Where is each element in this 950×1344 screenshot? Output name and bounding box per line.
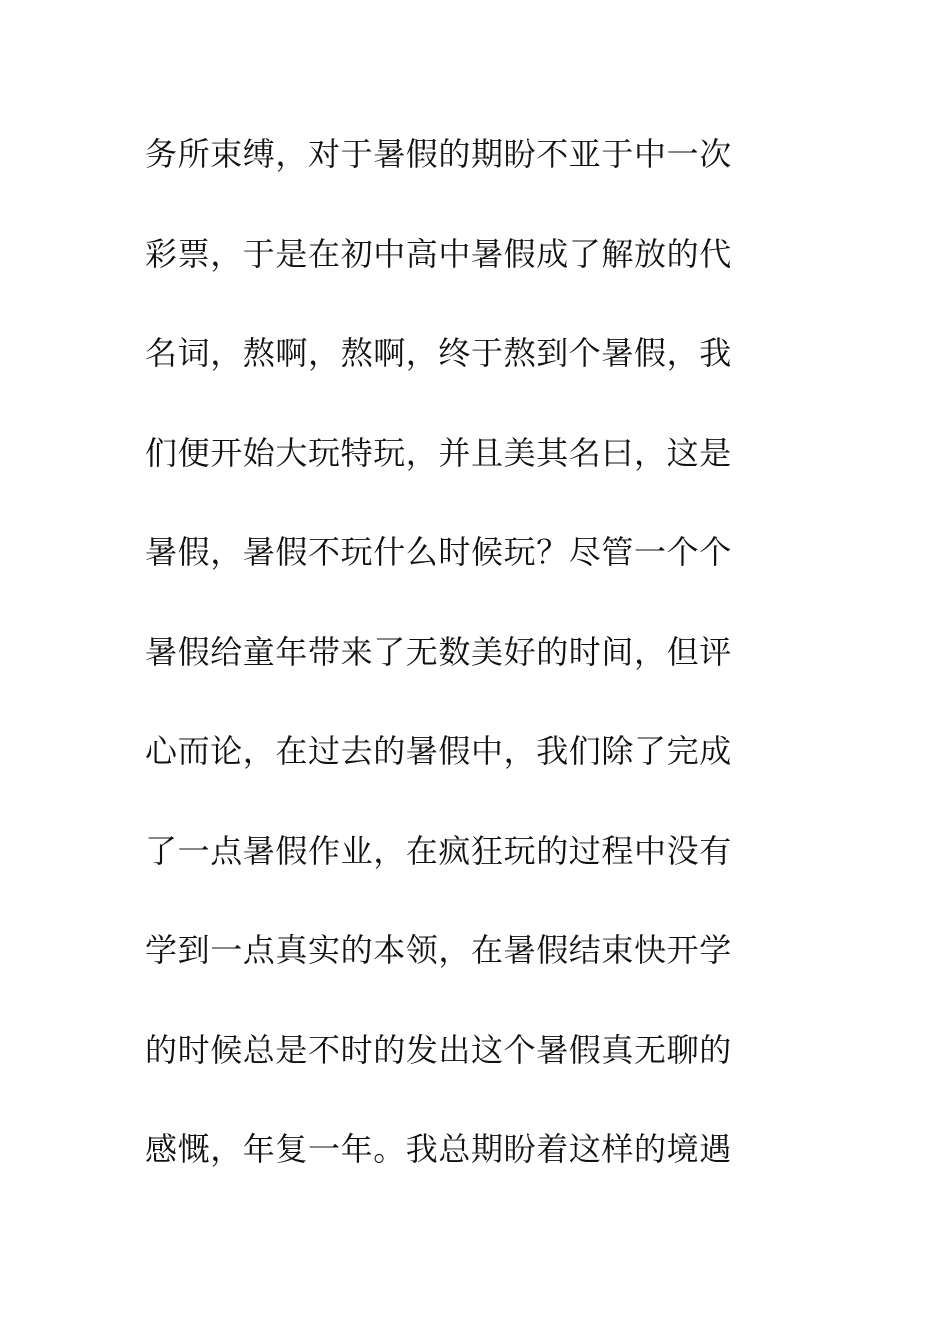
- text-line: 学到一点真实的本领，在暑假结束快开学: [145, 931, 732, 969]
- body-text: [145, 126, 785, 1221]
- text-line: 暑假，暑假不玩什么时候玩？尽管一个个: [145, 533, 732, 571]
- text-line: 们便开始大玩特玩，并且美其名曰，这是: [145, 433, 732, 472]
- text-line: 了一点暑假作业，在疯狂玩的过程中没有: [145, 831, 732, 870]
- text-line: 心而论，在过去的暑假中，我们除了完成: [145, 732, 732, 770]
- text-line: 名词，熬啊，熬啊，终于熬到个暑假，我: [145, 334, 732, 372]
- text-line: 的时候总是不时的发出这个暑假真无聊的: [145, 1030, 732, 1069]
- text-line: 感慨，年复一年。我总期盼着这样的境遇: [145, 1130, 732, 1168]
- text-line: 务所束缚，对于暑假的期盼不亚于中一次: [145, 135, 732, 173]
- text-line: 暑假给童年带来了无数美好的时间，但评: [145, 632, 732, 671]
- text-line: 彩票，于是在初中高中暑假成了解放的代: [145, 234, 732, 273]
